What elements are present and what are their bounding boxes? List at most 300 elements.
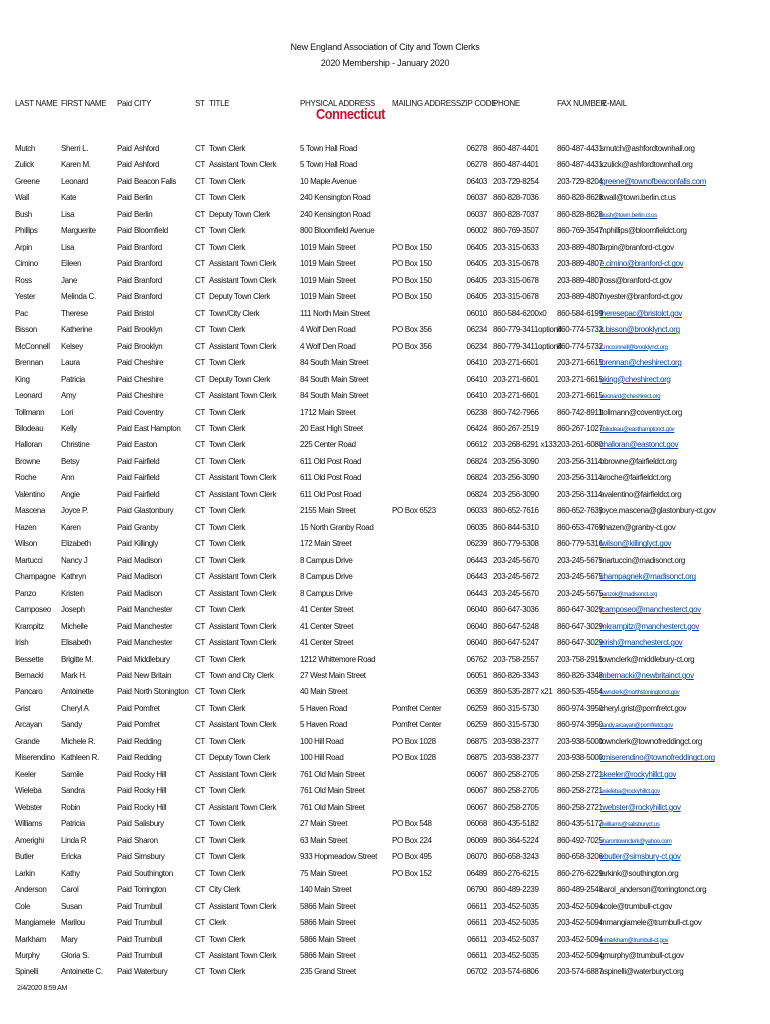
physical-address-cell: 84 South Main Street	[300, 358, 369, 368]
phone-cell: 860-779-3411option4	[493, 341, 562, 351]
physical-address-cell: 5 Town Hall Road	[300, 144, 357, 153]
zip-code-cell: 06278	[466, 160, 487, 170]
last-name-cell: Mascena	[15, 506, 46, 516]
phone-cell: 860-258-2705	[493, 786, 539, 796]
mailing-address-cell: PO Box 1028	[392, 736, 436, 746]
table-row	[0, 291, 770, 307]
zip-code-cell: 06037	[466, 209, 487, 219]
header-phone: PHONE	[493, 99, 520, 108]
title-cell: Assistant Town Clerk	[209, 572, 277, 582]
fax-cell: 860-535-4554	[557, 687, 603, 697]
state-cell: CT	[195, 885, 205, 895]
first-name-cell: Sherri L.	[61, 144, 89, 153]
state-cell: CT	[195, 539, 205, 549]
table-row	[0, 868, 770, 884]
state-cell: CT	[195, 391, 205, 401]
email-cell[interactable]: pwilliams@salisburyct.us	[600, 822, 660, 829]
city-cell: Trumbull	[134, 901, 163, 911]
document-title: New England Association of City and Town Clerks	[290, 42, 480, 52]
email-cell: aspinelli@waterburyct.org	[600, 967, 684, 977]
physical-address-cell: 27 West Main Street	[300, 671, 366, 680]
title-cell: Town Clerk	[209, 852, 246, 862]
last-name-cell: Arpin	[15, 242, 32, 252]
first-name-cell: Ericka	[61, 852, 82, 862]
city-cell: Fairfield	[134, 473, 160, 483]
first-name-cell: Laura	[61, 358, 80, 368]
table-row	[0, 472, 770, 488]
phone-cell: 860-435-5182	[493, 819, 539, 829]
title-cell: Assistant Town Clerk	[209, 259, 277, 269]
email-cell[interactable]: lgreene@townofbeaconfalls.com	[600, 176, 707, 186]
table-row	[0, 308, 770, 324]
physical-address-cell: 240 Kensington Road	[300, 193, 371, 203]
city-cell: Trumbull	[134, 918, 163, 928]
physical-address-cell: 5866 Main Street	[300, 901, 356, 911]
paid-cell: Paid	[117, 325, 132, 335]
title-cell: Assistant Town Clerk	[209, 473, 277, 483]
state-cell: CT	[195, 720, 205, 730]
zip-code-cell: 06070	[466, 852, 487, 862]
zip-code-cell: 06037	[466, 193, 487, 203]
paid-cell: Paid	[117, 440, 132, 450]
paid-cell: Paid	[117, 934, 132, 944]
phone-cell: 860-267-2519	[493, 423, 539, 433]
last-name-cell: Greene	[15, 176, 40, 186]
title-cell: Assistant Town Clerk	[209, 802, 277, 812]
zip-code-cell: 06002	[466, 226, 487, 236]
physical-address-cell: 10 Maple Avenue	[300, 176, 357, 186]
title-cell: Town Clerk	[209, 176, 246, 186]
zip-code-cell: 06359	[466, 687, 487, 697]
mailing-address-cell: PO Box 495	[392, 852, 432, 862]
table-row	[0, 604, 770, 620]
last-name-cell: Halloran	[15, 440, 42, 450]
title-cell: Town Clerk	[209, 605, 246, 615]
title-cell: Town Clerk	[209, 687, 246, 697]
first-name-cell: Brigitte M.	[61, 654, 94, 664]
city-cell: Cheshire	[134, 391, 164, 401]
fax-cell: 860-974-3950	[557, 703, 603, 713]
city-cell: Berlin	[134, 209, 153, 219]
phone-cell: 860-742-7966	[493, 407, 539, 417]
mailing-address-cell: Pomfret Center	[392, 703, 442, 713]
table-row	[0, 621, 770, 637]
first-name-cell: Kelsey	[61, 341, 83, 351]
title-cell: Assistant Town Clerk	[209, 341, 277, 351]
fax-cell: 203-245-5675	[557, 572, 603, 582]
phone-cell: 203-452-5035	[493, 918, 539, 928]
email-cell: cheryl.grist@pomfretct.gov	[600, 703, 687, 713]
email-cell[interactable]: lbrennan@cheshirect.org	[600, 358, 682, 368]
header-last-name: LAST NAME	[15, 99, 58, 108]
first-name-cell: Marilou	[61, 918, 85, 928]
first-name-cell: Angie	[61, 489, 80, 499]
email-cell[interactable]: panzok@madisonct.org	[600, 591, 658, 598]
table-row	[0, 538, 770, 554]
title-cell: Assistant Town Clerk	[209, 391, 277, 401]
table-row	[0, 192, 770, 208]
city-cell: Bloomfield	[134, 226, 168, 236]
zip-code-cell: 06040	[466, 621, 487, 631]
title-cell: Town Clerk	[209, 407, 246, 417]
fax-cell: 860-974-3950	[557, 720, 603, 730]
last-name-cell: Butler	[15, 852, 34, 862]
first-name-cell: Carol	[61, 885, 79, 895]
last-name-cell: Champagne	[15, 572, 56, 582]
city-cell: Branford	[134, 242, 162, 252]
table-row	[0, 407, 770, 423]
state-cell: CT	[195, 769, 205, 779]
physical-address-cell: 1019 Main Street	[300, 292, 356, 302]
city-cell: Trumbull	[134, 950, 163, 960]
zip-code-cell: 06410	[466, 374, 487, 384]
zip-code-cell: 06234	[466, 341, 487, 351]
email-cell: ltollmann@coventryct.org	[600, 407, 682, 417]
email-cell[interactable]: lbush@town.berlin.ct.us	[600, 212, 657, 219]
table-row	[0, 489, 770, 505]
paid-cell: Paid	[117, 638, 132, 648]
table-row	[0, 341, 770, 357]
paid-cell: Paid	[117, 226, 132, 236]
phone-cell: 203-938-2377	[493, 736, 539, 746]
email-cell[interactable]: lwilson@killinglyct.gov	[600, 539, 672, 549]
state-cell: CT	[195, 209, 205, 219]
state-cell: CT	[195, 160, 205, 170]
first-name-cell: Betsy	[61, 456, 80, 466]
state-cell: CT	[195, 308, 205, 318]
email-cell[interactable]: aleonard@cheshirect.org	[600, 394, 661, 401]
email-cell: mmangiamele@trumbull-ct.gov	[600, 918, 702, 928]
physical-address-cell: 41 Center Street	[300, 605, 354, 615]
physical-address-cell: 5866 Main Street	[300, 950, 356, 960]
fax-cell: 860-258-2721	[557, 769, 603, 779]
physical-address-cell: 1212 Whittemore Road	[300, 654, 376, 664]
phone-cell: 203-315-0678	[493, 259, 539, 269]
email-cell[interactable]: kmiserendino@townofreddingct.org	[600, 753, 715, 763]
state-cell: CT	[195, 193, 205, 203]
paid-cell: Paid	[117, 176, 132, 186]
paid-cell: Paid	[117, 473, 132, 483]
phone-cell: 860-652-7616	[493, 506, 539, 516]
title-cell: Assistant Town Clerk	[209, 489, 277, 499]
email-cell: kzulick@ashfordtownhall.org	[600, 160, 693, 170]
email-cell[interactable]: e.cimino@branford-ct.gov	[600, 259, 684, 269]
fax-cell: 203-889-4807	[557, 292, 603, 302]
last-name-cell: Amerighi	[15, 835, 44, 845]
physical-address-cell: 225 Center Road	[300, 440, 356, 450]
email-cell[interactable]: kbilodeau@easthamptonct.gov	[600, 426, 675, 433]
email-cell: kwall@town.berlin.ct.us	[600, 193, 676, 203]
paid-cell: Paid	[117, 703, 132, 713]
physical-address-cell: 63 Main Street	[300, 835, 348, 845]
title-cell: Town Clerk	[209, 934, 246, 944]
paid-cell: Paid	[117, 950, 132, 960]
paid-cell: Paid	[117, 967, 132, 977]
physical-address-cell: 8 Campus Drive	[300, 555, 353, 565]
state-cell: CT	[195, 555, 205, 565]
email-cell[interactable]: challoran@eastonct.gov	[600, 440, 679, 450]
first-name-cell: Antoinette	[61, 687, 94, 697]
zip-code-cell: 06611	[467, 901, 487, 911]
first-name-cell: Amy	[61, 391, 76, 401]
table-row	[0, 505, 770, 521]
fax-cell: 860-769-3547	[557, 226, 603, 236]
paid-cell: Paid	[117, 489, 132, 499]
fax-cell: 203-271-6615	[557, 391, 603, 401]
table-row	[0, 851, 770, 867]
physical-address-cell: 1019 Main Street	[300, 275, 356, 285]
phone-cell: 860-769-3507	[493, 226, 539, 236]
last-name-cell: Keeler	[15, 769, 37, 779]
fax-cell: 860-647-3029	[557, 638, 603, 648]
email-cell: carol_anderson@torringtonct.org	[600, 885, 707, 895]
title-cell: Clerk	[209, 918, 226, 928]
fax-cell: 203-261-6080	[557, 440, 603, 450]
physical-address-cell: 1712 Main Street	[300, 407, 356, 417]
physical-address-cell: 1019 Main Street	[300, 242, 356, 252]
zip-code-cell: 06612	[466, 440, 487, 450]
fax-cell: 203-729-8204	[557, 176, 603, 186]
table-row	[0, 670, 770, 686]
header-st: ST	[195, 99, 205, 108]
phone-cell: 203-574-6806	[493, 967, 539, 977]
physical-address-cell: 84 South Main Street	[300, 391, 369, 401]
first-name-cell: Nancy J	[61, 555, 88, 565]
state-cell: CT	[195, 588, 205, 598]
fax-cell: 203-889-4807	[557, 275, 603, 285]
last-name-cell: Hazen	[15, 522, 37, 532]
last-name-cell: Grande	[15, 736, 40, 746]
email-cell[interactable]: mmarkham@trumbull-ct.gov	[600, 937, 669, 944]
first-name-cell: Mark H.	[61, 671, 87, 680]
state-cell: CT	[195, 802, 205, 812]
zip-code-cell: 06443	[466, 572, 487, 582]
first-name-cell: Mary	[61, 934, 78, 944]
title-cell: Town Clerk	[209, 423, 246, 433]
email-cell[interactable]: k.mcconnell@brooklynct.org	[600, 344, 668, 351]
fax-cell: 860-258-2721	[557, 802, 603, 812]
zip-code-cell: 06824	[466, 489, 487, 499]
email-cell[interactable]: townclerk@northstoningtonct.gov	[600, 690, 680, 697]
last-name-cell: Larkin	[15, 868, 35, 878]
paid-cell: Paid	[117, 423, 132, 433]
paid-cell: Paid	[117, 769, 132, 779]
mailing-address-cell: PO Box 152	[392, 868, 432, 878]
state-cell: CT	[195, 654, 205, 664]
city-cell: Fairfield	[134, 489, 160, 499]
first-name-cell: Joyce P.	[61, 506, 88, 516]
email-cell[interactable]: sharontownclerk@yahoo.com	[600, 838, 672, 845]
physical-address-cell: 27 Main Street	[300, 819, 348, 829]
state-cell: CT	[195, 934, 205, 944]
physical-address-cell: 111 North Main Street	[300, 308, 370, 318]
email-cell[interactable]: champagnek@madisonct.org	[600, 572, 696, 582]
fax-cell: 860-258-2721	[557, 786, 603, 796]
phone-cell: 860-489-2239	[493, 885, 539, 895]
city-cell: Rocky Hill	[134, 769, 167, 779]
city-cell: Southington	[134, 868, 173, 878]
fax-cell: 203-245-5675	[557, 555, 603, 565]
physical-address-cell: 40 Main Street	[300, 687, 348, 697]
fax-cell: 860-779-5316	[557, 539, 603, 549]
mailing-address-cell: PO Box 548	[392, 819, 432, 829]
email-cell[interactable]: jcamposeo@manchesterct.gov	[600, 605, 701, 615]
email-cell[interactable]: pking@cheshirect.org	[600, 374, 671, 384]
title-cell: Deputy Town Clerk	[209, 374, 271, 384]
city-cell: Fairfield	[134, 456, 160, 466]
title-cell: Assistant Town Clerk	[209, 769, 277, 779]
paid-cell: Paid	[117, 259, 132, 269]
email-cell[interactable]: swieleba@rockyhillct.gov	[600, 789, 660, 796]
paid-cell: Paid	[117, 539, 132, 549]
city-cell: Ashford	[134, 160, 160, 170]
fax-cell: 203-938-5000	[557, 736, 603, 746]
first-name-cell: Karen	[61, 522, 81, 532]
last-name-cell: Pancaro	[15, 687, 43, 697]
last-name-cell: Grist	[15, 703, 31, 713]
city-cell: Manchester	[134, 605, 173, 615]
email-cell[interactable]: eirish@manchesterct.gov	[600, 638, 683, 648]
last-name-cell: Wall	[15, 193, 29, 203]
state-cell: CT	[195, 226, 205, 236]
table-row	[0, 522, 770, 538]
table-row	[0, 686, 770, 702]
paid-cell: Paid	[117, 671, 132, 680]
last-name-cell: Bernacki	[15, 671, 44, 680]
email-cell[interactable]: skeeler@rockyhillct.gov	[600, 769, 677, 779]
state-cell: CT	[195, 242, 205, 252]
physical-address-cell: 611 Old Post Road	[300, 473, 362, 483]
physical-address-cell: 933 Hopmeadow Street	[300, 852, 378, 862]
city-cell: Rocky Hill	[134, 786, 167, 796]
physical-address-cell: 5866 Main Street	[300, 918, 356, 928]
table-row	[0, 176, 770, 192]
phone-cell: 203-315-0678	[493, 275, 539, 285]
email-cell[interactable]: ebutler@simsbury-ct.gov	[600, 852, 681, 862]
city-cell: Easton	[134, 440, 157, 450]
zip-code-cell: 06259	[466, 703, 487, 713]
city-cell: Branford	[134, 292, 162, 302]
title-cell: Town Clerk	[209, 456, 246, 466]
phone-cell: 203-938-2377	[493, 753, 539, 763]
paid-cell: Paid	[117, 605, 132, 615]
table-row	[0, 950, 770, 966]
paid-cell: Paid	[117, 391, 132, 401]
first-name-cell: Elisabeth	[61, 638, 91, 648]
last-name-cell: Roche	[15, 473, 37, 483]
phone-cell: 860-364-5224	[493, 835, 539, 845]
phone-cell: 203-256-3090	[493, 473, 539, 483]
state-cell: CT	[195, 407, 205, 417]
phone-cell: 203-245-5670	[493, 588, 539, 598]
title-cell: Town Clerk	[209, 242, 246, 252]
phone-cell: 860-315-5730	[493, 720, 539, 730]
city-cell: Manchester	[134, 621, 173, 631]
zip-code-cell: 06040	[466, 605, 487, 615]
title-cell: Town Clerk	[209, 786, 246, 796]
table-row	[0, 456, 770, 472]
physical-address-cell: 235 Grand Street	[300, 967, 356, 977]
state-cell: CT	[195, 489, 205, 499]
phone-cell: 860-258-2705	[493, 802, 539, 812]
email-cell: mphillips@bloomfieldct.org	[600, 226, 687, 236]
first-name-cell: Linda R	[61, 835, 87, 845]
state-cell: CT	[195, 292, 205, 302]
table-row	[0, 159, 770, 175]
email-cell[interactable]: rwebster@rockyhillct.gov	[600, 802, 681, 812]
fax-cell: 203-452-5094	[557, 901, 603, 911]
first-name-cell: Patricia	[61, 374, 85, 384]
phone-cell: 860-647-5247	[493, 638, 539, 648]
first-name-cell: Antoinette C.	[61, 967, 103, 977]
mailing-address-cell: PO Box 150	[392, 292, 432, 302]
phone-cell: 203-271-6601	[493, 391, 539, 401]
header-physical-address: PHYSICAL ADDRESS	[300, 99, 375, 108]
zip-code-cell: 06790	[466, 885, 487, 895]
table-row	[0, 752, 770, 768]
fax-cell: 860-828-8628	[557, 193, 603, 203]
title-cell: Town Clerk	[209, 703, 246, 713]
email-cell[interactable]: theresepac@bristolct.gov	[600, 308, 682, 318]
last-name-cell: Browne	[15, 456, 41, 466]
physical-address-cell: 5 Haven Road	[300, 720, 347, 730]
city-cell: Bristol	[134, 308, 154, 318]
title-cell: Town Clerk	[209, 819, 246, 829]
title-cell: Assistant Town Clerk	[209, 720, 277, 730]
city-cell: Berlin	[134, 193, 153, 203]
phone-cell: 860-487-4401	[493, 144, 539, 153]
paid-cell: Paid	[117, 753, 132, 763]
zip-code-cell: 06443	[466, 588, 487, 598]
table-row	[0, 571, 770, 587]
physical-address-cell: 20 East High Street	[300, 423, 363, 433]
last-name-cell: Spinelli	[15, 967, 38, 977]
city-cell: Cheshire	[134, 374, 164, 384]
last-name-cell: Murphy	[15, 950, 40, 960]
state-cell: CT	[195, 638, 205, 648]
title-cell: Assistant Town Clerk	[209, 588, 277, 598]
first-name-cell: Kathleen R.	[61, 753, 99, 763]
zip-code-cell: 06405	[466, 292, 487, 302]
phone-cell: 203-452-5035	[493, 901, 539, 911]
last-name-cell: Martucci	[15, 555, 43, 565]
zip-code-cell: 06259	[466, 720, 487, 730]
email-cell[interactable]: mkrampitz@manchesterct.gov	[600, 621, 700, 631]
physical-address-cell: 172 Main Street	[300, 539, 352, 549]
title-cell: Town Clerk	[209, 868, 246, 878]
city-cell: Redding	[134, 736, 162, 746]
fax-cell: 860-658-3206	[557, 852, 603, 862]
first-name-cell: Susan	[61, 901, 82, 911]
zip-code-cell: 06611	[467, 934, 487, 944]
state-cell: CT	[195, 671, 205, 680]
physical-address-cell: 8 Campus Drive	[300, 572, 353, 582]
email-cell[interactable]: k.bisson@brooklynct.org	[600, 325, 680, 335]
table-row	[0, 884, 770, 900]
email-cell[interactable]: sandy.arcayan@pomfretct.gov	[600, 723, 673, 730]
fax-cell: 203-758-2915	[557, 654, 603, 664]
email-cell: jross@branford-ct.gov	[600, 275, 672, 285]
city-cell: Pomfret	[134, 703, 160, 713]
last-name-cell: Wieleba	[15, 786, 42, 796]
table-row	[0, 966, 770, 982]
state-cell: CT	[195, 506, 205, 516]
zip-code-cell: 06875	[466, 753, 487, 763]
last-name-cell: Irish	[15, 638, 29, 648]
fax-cell: 860-584-6199	[557, 308, 603, 318]
email-cell: joyce.mascena@glastonbury-ct.gov	[600, 506, 716, 516]
email-cell[interactable]: mbernacki@newbritainct.gov	[600, 671, 694, 680]
